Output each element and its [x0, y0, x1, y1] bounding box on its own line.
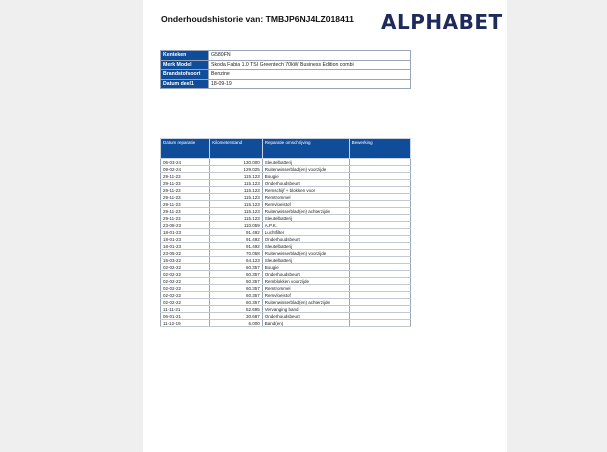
table-row — [161, 208, 411, 215]
cell-mileage: 6.000 — [210, 320, 263, 327]
cell-mileage: 115.123 — [210, 180, 263, 187]
maintenance-history-table — [160, 138, 411, 327]
table-row — [161, 278, 411, 285]
cell-date: 02-02-22 — [161, 299, 210, 306]
cell-action — [349, 264, 410, 271]
table-row — [161, 222, 411, 229]
cell-action — [349, 257, 410, 264]
cell-date: 09-02-24 — [161, 166, 210, 173]
cell-date: 02-02-22 — [161, 278, 210, 285]
cell-date: 02-02-22 — [161, 271, 210, 278]
cell-description: Ruitenwisserblad(en) voorzijde — [262, 166, 349, 173]
cell-action — [349, 166, 410, 173]
table-row — [161, 229, 411, 236]
cell-action — [349, 306, 410, 313]
vehicle-info-row — [161, 51, 411, 61]
column-header-description: Reparatie omschrijving — [262, 139, 349, 159]
cell-action — [349, 250, 410, 257]
cell-mileage: 52.695 — [210, 306, 263, 313]
cell-date: 06-03-24 — [161, 159, 210, 166]
vehicle-info-value: 18-09-19 — [209, 79, 411, 89]
cell-date: 18-01-23 — [161, 243, 210, 250]
cell-description: Vervanging band — [262, 306, 349, 313]
document-page — [143, 0, 507, 452]
cell-description: Bougie — [262, 173, 349, 180]
table-row — [161, 173, 411, 180]
cell-description: Ruitenwisserblad(en) achterzijde — [262, 208, 349, 215]
table-row — [161, 194, 411, 201]
table-row — [161, 306, 411, 313]
cell-action — [349, 208, 410, 215]
cell-date: 02-02-22 — [161, 285, 210, 292]
document-title: Onderhoudshistorie van: TMBJP6NJ4LZ018411 — [161, 14, 354, 24]
cell-description: Band(en) — [262, 320, 349, 327]
cell-date: 02-02-22 — [161, 292, 210, 299]
column-header-date: Datum reparatie — [161, 139, 210, 159]
table-row — [161, 166, 411, 173]
cell-action — [349, 187, 410, 194]
cell-mileage: 129.025 — [210, 166, 263, 173]
cell-action — [349, 243, 410, 250]
vehicle-info-value: G580FN — [209, 51, 411, 61]
cell-mileage: 130.000 — [210, 159, 263, 166]
table-row — [161, 257, 411, 264]
cell-description: Onderhoudsbeurt — [262, 271, 349, 278]
cell-action — [349, 173, 410, 180]
vehicle-info-row — [161, 70, 411, 80]
cell-mileage: 64.123 — [210, 257, 263, 264]
cell-date: 18-01-23 — [161, 229, 210, 236]
cell-action — [349, 194, 410, 201]
cell-date: 02-02-22 — [161, 264, 210, 271]
cell-mileage: 115.123 — [210, 173, 263, 180]
cell-description: Ruitenwisserblad(en) achterzijde — [262, 299, 349, 306]
vehicle-info-row — [161, 79, 411, 89]
cell-action — [349, 313, 410, 320]
cell-action — [349, 215, 410, 222]
cell-mileage: 60.357 — [210, 285, 263, 292]
cell-action — [349, 292, 410, 299]
cell-date: 29-11-23 — [161, 173, 210, 180]
cell-mileage: 70.058 — [210, 250, 263, 257]
cell-date: 06-01-21 — [161, 313, 210, 320]
cell-description: A.P.K. — [262, 222, 349, 229]
table-row — [161, 180, 411, 187]
alphabet-logo: ALPHABET — [381, 10, 503, 34]
cell-description: Bougie — [262, 264, 349, 271]
table-row — [161, 264, 411, 271]
cell-date: 29-11-23 — [161, 187, 210, 194]
cell-description: Remtrommel — [262, 285, 349, 292]
cell-description: Sleutelbatterij — [262, 215, 349, 222]
cell-date: 29-11-23 — [161, 215, 210, 222]
cell-mileage: 91.492 — [210, 229, 263, 236]
vehicle-info-row — [161, 60, 411, 70]
cell-action — [349, 201, 410, 208]
table-row — [161, 313, 411, 320]
vehicle-info-value: Benzine — [209, 70, 411, 80]
cell-action — [349, 271, 410, 278]
table-row — [161, 299, 411, 306]
cell-date: 15-03-22 — [161, 257, 210, 264]
cell-description: Luchtfilter — [262, 229, 349, 236]
cell-description: Remvloeistof — [262, 292, 349, 299]
cell-description: Sleutelbatterij — [262, 243, 349, 250]
cell-date: 29-11-23 — [161, 180, 210, 187]
cell-action — [349, 236, 410, 243]
cell-mileage: 115.123 — [210, 194, 263, 201]
cell-description: Remblokken voorzijde — [262, 278, 349, 285]
vehicle-info-label: Merk Model — [161, 60, 209, 70]
cell-mileage: 60.357 — [210, 278, 263, 285]
cell-action — [349, 299, 410, 306]
vehicle-info-label: Brandstofsoort — [161, 70, 209, 80]
table-row — [161, 243, 411, 250]
cell-date: 11-11-21 — [161, 306, 210, 313]
table-row — [161, 236, 411, 243]
vehicle-info-value: Skoda Fabia 1.0 TSI Greentech 70kW Business Edition combi — [209, 60, 411, 70]
cell-mileage: 115.123 — [210, 208, 263, 215]
cell-date: 29-11-23 — [161, 208, 210, 215]
table-row — [161, 250, 411, 257]
column-header-action: Bewerking — [349, 139, 410, 159]
cell-mileage: 60.357 — [210, 299, 263, 306]
cell-date: 18-01-23 — [161, 236, 210, 243]
cell-action — [349, 229, 410, 236]
cell-action — [349, 180, 410, 187]
cell-description: Remschijf + blokken voor — [262, 187, 349, 194]
cell-date: 29-11-23 — [161, 201, 210, 208]
vehicle-info-label: Kenteken — [161, 51, 209, 61]
cell-date: 29-11-23 — [161, 194, 210, 201]
cell-date: 23-05-22 — [161, 250, 210, 257]
cell-action — [349, 278, 410, 285]
cell-action — [349, 159, 410, 166]
cell-description: Remvloeistof — [262, 201, 349, 208]
cell-date: 11-12-19 — [161, 320, 210, 327]
table-row — [161, 187, 411, 194]
cell-mileage: 91.492 — [210, 243, 263, 250]
table-row — [161, 271, 411, 278]
vehicle-info-table — [160, 50, 411, 89]
cell-mileage: 30.687 — [210, 313, 263, 320]
table-row — [161, 320, 411, 327]
cell-mileage: 60.357 — [210, 264, 263, 271]
cell-date: 23-08-23 — [161, 222, 210, 229]
table-row — [161, 159, 411, 166]
cell-description: Onderhoudsbeurt — [262, 236, 349, 243]
cell-mileage: 60.357 — [210, 292, 263, 299]
cell-description: Onderhoudsbeurt — [262, 180, 349, 187]
cell-description: Onderhoudsbeurt — [262, 313, 349, 320]
cell-mileage: 91.492 — [210, 236, 263, 243]
cell-description: Ruitenwisserblad(en) voorzijde — [262, 250, 349, 257]
cell-mileage: 110.059 — [210, 222, 263, 229]
table-row — [161, 201, 411, 208]
cell-action — [349, 285, 410, 292]
vehicle-info-label: Datum deel1 — [161, 79, 209, 89]
table-row — [161, 292, 411, 299]
table-row — [161, 215, 411, 222]
cell-description: Sleutelbatterij — [262, 257, 349, 264]
cell-description: Sleutelbatterij — [262, 159, 349, 166]
cell-action — [349, 320, 410, 327]
cell-action — [349, 222, 410, 229]
column-header-mileage: Kilometerstand — [210, 139, 263, 159]
cell-mileage: 115.123 — [210, 187, 263, 194]
cell-description: Remtrommel — [262, 194, 349, 201]
cell-mileage: 115.123 — [210, 201, 263, 208]
table-row — [161, 285, 411, 292]
cell-mileage: 60.357 — [210, 271, 263, 278]
table-header-row — [161, 139, 411, 159]
cell-mileage: 115.123 — [210, 215, 263, 222]
